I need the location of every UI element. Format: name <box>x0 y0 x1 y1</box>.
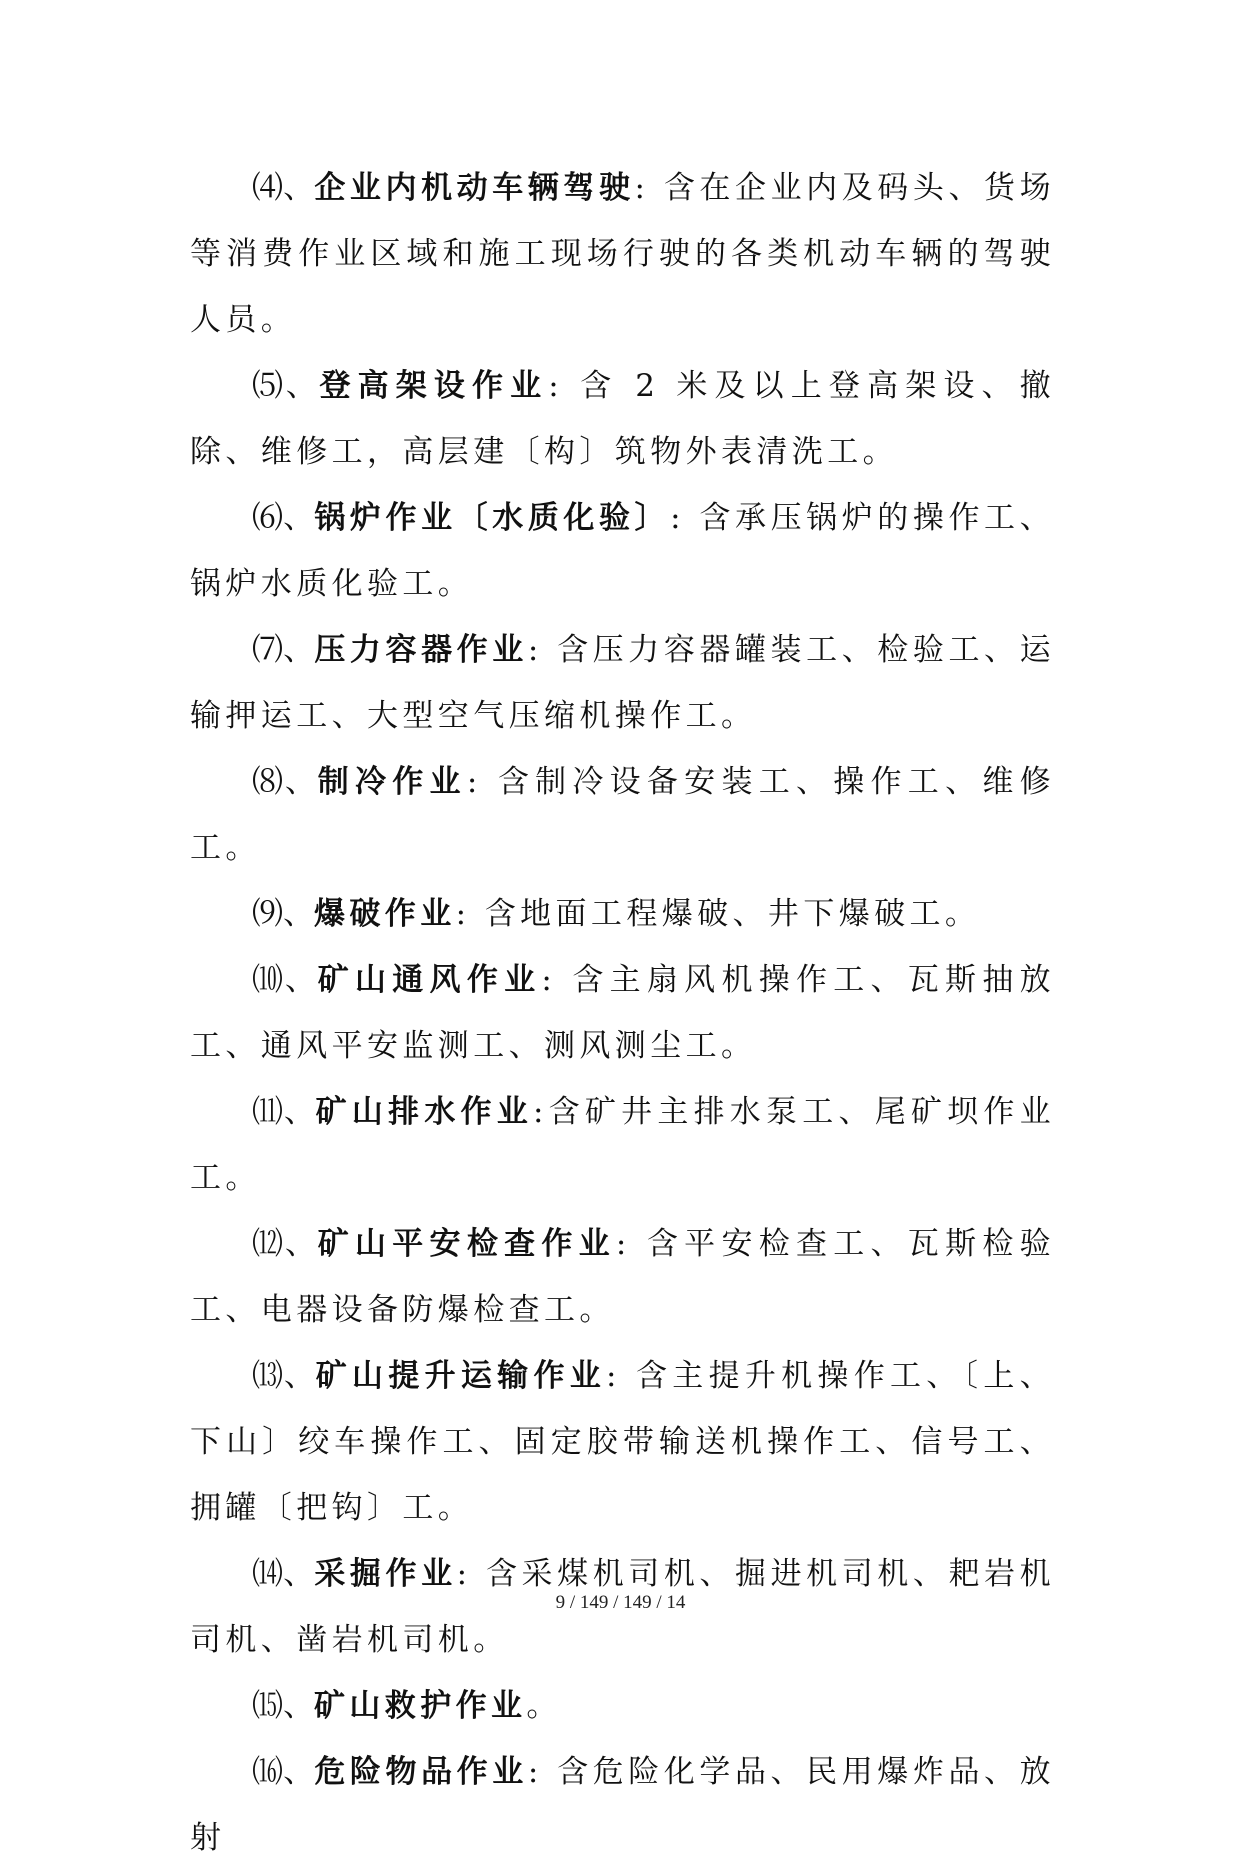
item-term: 锅炉作业〔水质化验〕 <box>314 500 671 536</box>
item-term: 矿山通风作业 <box>317 962 542 998</box>
item-term: 压力容器作业 <box>314 632 528 668</box>
item-separator: : <box>455 896 471 932</box>
item-number: ⑽、 <box>252 962 318 998</box>
item-separator: : <box>456 1556 472 1592</box>
list-item-16 <box>190 1739 1055 1871</box>
item-separator: : <box>527 632 543 668</box>
item-description: 。 <box>526 1688 562 1724</box>
item-description: 含主扇风机操作工、瓦斯抽放工、通风平安监测工、测风测尘工。 <box>190 962 1055 1064</box>
item-number: ⒁、 <box>252 1556 315 1592</box>
item-number: ⑹、 <box>252 500 315 536</box>
item-separator: : <box>541 962 557 998</box>
item-number: ⑺、 <box>252 632 315 668</box>
item-term: 采掘作业 <box>314 1556 457 1592</box>
item-number: ⒃、 <box>252 1754 315 1790</box>
item-separator: : <box>527 1754 543 1790</box>
item-description: 含制冷设备安装工、操作工、维修工。 <box>190 764 1056 866</box>
list-item-12 <box>190 1211 1055 1343</box>
item-description: 含平安检查工、瓦斯检验工、电器设备防爆检查工。 <box>190 1226 1056 1328</box>
list-item-5 <box>190 353 1055 485</box>
item-number: ⑼、 <box>252 896 314 932</box>
item-term: 登高架设作业 <box>319 368 549 404</box>
list-item-10 <box>190 947 1055 1079</box>
item-number: ⑾、 <box>252 1094 316 1130</box>
item-description: 含 2 米及以上登高架设、撤除、维修工，高层建〔构〕筑物外表清洗工。 <box>190 368 1056 470</box>
item-term: 矿山提升运输作业 <box>315 1358 607 1394</box>
list-item-4 <box>190 155 1055 353</box>
item-description: 含矿井主排水泵工、尾矿坝作业工。 <box>190 1094 1055 1196</box>
list-item-15 <box>190 1673 1055 1739</box>
list-item-8 <box>190 749 1055 881</box>
item-description: 含危险化学品、民用爆炸品、放射 <box>190 1754 1055 1856</box>
list-item-13 <box>190 1343 1055 1541</box>
item-term: 企业内机动车辆驾驶 <box>314 170 635 206</box>
item-number: ⑸、 <box>252 368 320 404</box>
item-separator: : <box>533 1094 548 1130</box>
item-description: 含地面工程爆破、井下爆破工。 <box>484 896 981 932</box>
item-separator: : <box>634 170 650 206</box>
item-number: ⑻、 <box>252 764 318 800</box>
item-separator: : <box>466 764 482 800</box>
list-item-6 <box>190 485 1055 617</box>
list-item-7 <box>190 617 1055 749</box>
item-description: 含压力容器罐装工、检验工、运输押运工、大型空气压缩机操作工。 <box>190 632 1055 734</box>
item-separator: : <box>615 1226 631 1262</box>
item-term: 矿山救护作业 <box>314 1688 527 1724</box>
item-term: 危险物品作业 <box>314 1754 528 1790</box>
item-number: ⑿、 <box>252 1226 318 1262</box>
item-separator: : <box>670 500 685 536</box>
item-term: 制冷作业 <box>317 764 467 800</box>
item-separator: : <box>548 368 564 404</box>
list-item-11 <box>190 1079 1055 1211</box>
list-item-9 <box>190 881 1055 947</box>
item-term: 矿山排水作业 <box>315 1094 533 1130</box>
item-description: 含承压锅炉的操作工、锅炉水质化验工。 <box>190 500 1056 602</box>
item-description: 含采煤机司机、掘进机司机、耙岩机司机、凿岩机司机。 <box>190 1556 1055 1658</box>
item-description: 含主提升机操作工、〔上、下山〕绞车操作工、固定胶带输送机操作工、信号工、拥罐〔把钩〕工。 <box>190 1358 1055 1526</box>
page-footer: 9 / 149 / 149 / 14 <box>555 1592 686 1613</box>
item-number: ⒂、 <box>252 1688 314 1724</box>
item-description: 含在企业内及码头、货场等消费作业区域和施工现场行驶的各类机动车辆的驾驶人员。 <box>190 170 1055 338</box>
item-number: ⑷、 <box>252 170 315 206</box>
item-separator: : <box>606 1358 621 1394</box>
item-term: 爆破作业 <box>314 896 456 932</box>
item-number: ⒀、 <box>252 1358 316 1394</box>
item-term: 矿山平安检查作业 <box>317 1226 616 1262</box>
